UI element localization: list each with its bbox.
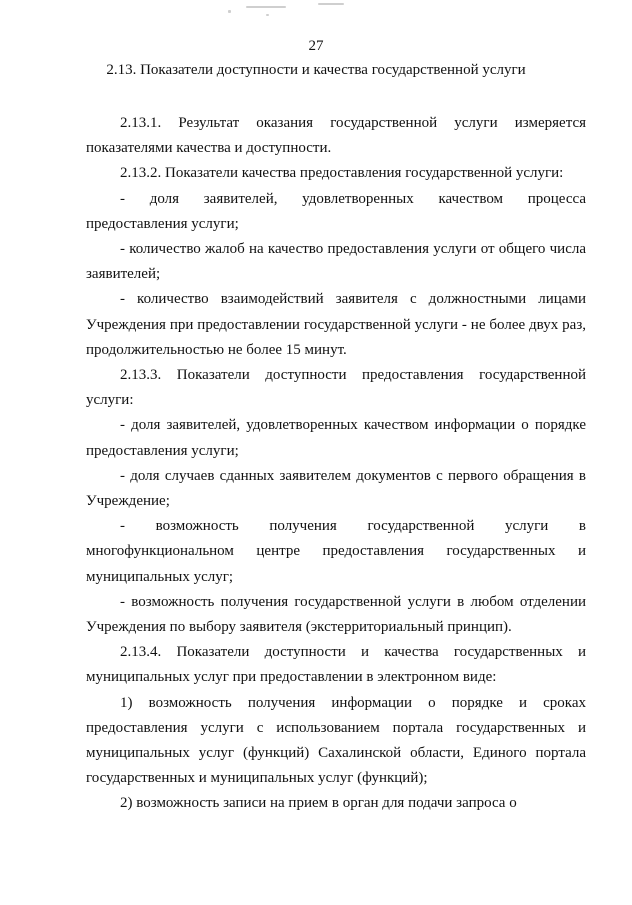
section-title: 2.13. Показатели доступности и качества государственной услуги [106, 62, 526, 78]
paragraph-2-13-2: 2.13.2. Показатели качества предоставления государственной услуги: [120, 165, 564, 182]
list-item: - доля случаев сданных заявителем документов с первого обращения в Учреждение; [86, 467, 586, 510]
page-number: 27 [308, 38, 324, 54]
scan-artifact [246, 6, 286, 8]
scan-artifact [318, 3, 344, 5]
paragraph-2-13-1: 2.13.1. Результат оказания государственной услуги измеряется показателями качества и доступности. [86, 115, 586, 157]
list-item: - возможность получения государственной услуги в любом отделении Учреждения по выбору заявителя (экстерриториальный принцип). [86, 593, 586, 636]
scan-artifact [228, 10, 231, 13]
list-item: - доля заявителей, удовлетворенных качеством информации о порядке предоставления услуги; [86, 417, 586, 459]
numbered-item-1: 1) возможность получения информации о порядке и сроках предоставления услуги с использованием портала государственных и муниципальных услуг (функций) Сахалинской области, Единого портала государственных и муниципальных услуг (функций); [86, 694, 586, 787]
list-item: - количество жалоб на качество предоставления услуги от общего числа заявителей; [86, 241, 586, 283]
list-item: - количество взаимодействий заявителя с должностными лицами Учреждения при предоставлении государственной услуги - не более двух раз, продолжительностью не более 15 минут. [86, 291, 586, 358]
list-item: - доля заявителей, удовлетворенных качеством процесса предоставления услуги; [86, 190, 586, 232]
scan-artifact [266, 14, 269, 16]
paragraph-2-13-4: 2.13.4. Показатели доступности и качества государственных и муниципальных услуг при предоставлении в электронном виде: [86, 644, 586, 686]
document-body [86, 111, 586, 817]
numbered-item-2: 2) возможность записи на прием в орган для подачи запроса о [120, 795, 517, 812]
paragraph-2-13-3: 2.13.3. Показатели доступности предоставления государственной услуги: [86, 367, 586, 409]
list-item: - возможность получения государственной услуги в многофункциональном центре предоставления государственных и муниципальных услуг; [86, 518, 586, 585]
